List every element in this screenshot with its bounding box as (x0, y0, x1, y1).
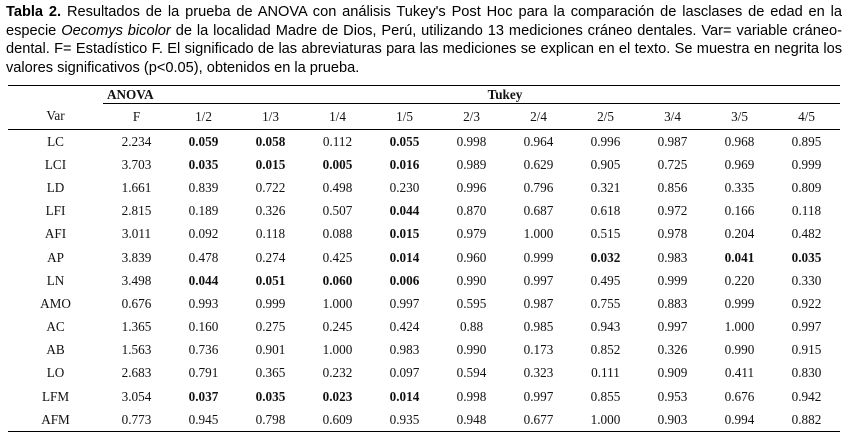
table-row (8, 200, 840, 223)
tukey-value-cell: 0.118 (255, 226, 286, 242)
row-var-cell: AMO (40, 295, 71, 311)
column-header-1-3: 1/3 (237, 104, 304, 130)
column-header-1-2: 1/2 (170, 104, 237, 130)
table-row (8, 269, 840, 292)
column-header-var: Var (46, 108, 65, 124)
f-value-cell: 3.054 (121, 388, 152, 404)
tukey-value-cell: 0.092 (188, 226, 219, 242)
row-var-cell: AB (46, 342, 65, 358)
f-value-cell: 3.498 (121, 272, 152, 288)
tukey-value-cell: 0.943 (590, 319, 621, 335)
tukey-value-cell: 0.839 (188, 179, 219, 195)
tukey-value-cell: 0.220 (724, 272, 755, 288)
tukey-value-cell: 0.882 (773, 408, 840, 432)
caption-text-2: de la localidad Madre de Dios, Perú, utilizando 13 mediciones cráneo dentales. Var= variable cráneo-dental. F= Estadístico F. El significado de las abreviaturas para las mediciones se explican en el texto. Se muestra en negrita los valores significativos (p<0.05), obtenidos en la prueba. (6, 22, 842, 76)
tukey-value-cell: 0.791 (188, 365, 219, 381)
tukey-value-cell: 0.425 (322, 249, 353, 265)
tukey-value-cell: 0.006 (389, 272, 420, 288)
tukey-value-cell: 0.482 (791, 226, 822, 242)
tukey-value-cell: 0.909 (657, 365, 688, 381)
tukey-value-cell: 0.629 (523, 156, 554, 172)
row-var-cell: LD (46, 179, 65, 195)
column-header-1-5: 1/5 (371, 104, 438, 130)
table-row (8, 292, 840, 315)
tukey-value-cell: 0.245 (322, 319, 353, 335)
row-var-cell: LFM (41, 388, 70, 404)
tukey-value-cell: 0.609 (304, 408, 371, 432)
tukey-value-cell: 0.999 (255, 295, 286, 311)
tukey-value-cell: 0.968 (706, 130, 773, 154)
tukey-value-cell: 0.969 (724, 156, 755, 172)
tukey-value-cell: 0.507 (322, 203, 353, 219)
tukey-value-cell: 0.618 (590, 203, 621, 219)
tukey-value-cell: 0.173 (523, 342, 554, 358)
f-value-cell: 1.661 (121, 179, 152, 195)
table-body (8, 130, 840, 432)
tukey-value-cell: 0.594 (456, 365, 487, 381)
tukey-value-cell: 0.035 (188, 156, 219, 172)
tukey-value-cell: 0.935 (371, 408, 438, 432)
tukey-value-cell: 0.999 (523, 249, 554, 265)
tukey-value-cell: 0.736 (188, 342, 219, 358)
tukey-value-cell: 0.365 (255, 365, 286, 381)
f-value-cell: 0.676 (121, 295, 152, 311)
tukey-value-cell: 0.058 (237, 130, 304, 154)
f-value-cell: 3.839 (121, 249, 152, 265)
tukey-value-cell: 1.000 (572, 408, 639, 432)
tukey-value-cell: 0.960 (456, 249, 487, 265)
tukey-value-cell: 0.993 (188, 295, 219, 311)
tukey-value-cell: 0.990 (724, 342, 755, 358)
tukey-value-cell: 0.111 (591, 365, 620, 381)
table-row (8, 339, 840, 362)
tukey-value-cell: 0.112 (304, 130, 371, 154)
tukey-value-cell: 0.051 (255, 272, 286, 288)
column-header-2-5: 2/5 (572, 104, 639, 130)
tukey-value-cell: 1.000 (523, 226, 554, 242)
tukey-value-cell: 0.997 (791, 319, 822, 335)
tukey-value-cell: 0.015 (389, 226, 420, 242)
f-value-cell: 2.815 (121, 203, 152, 219)
tukey-value-cell: 0.044 (389, 203, 420, 219)
tukey-value-cell: 0.515 (590, 226, 621, 242)
tukey-value-cell: 0.830 (791, 365, 822, 381)
tukey-value-cell: 0.755 (590, 295, 621, 311)
tukey-value-cell: 0.059 (170, 130, 237, 154)
tukey-value-cell: 0.999 (724, 295, 755, 311)
row-var-cell: LC (8, 130, 103, 154)
row-var-cell: LFI (45, 203, 66, 219)
tukey-value-cell: 0.852 (590, 342, 621, 358)
row-var-cell: LN (46, 272, 65, 288)
tukey-value-cell: 0.330 (791, 272, 822, 288)
tukey-value-cell: 0.922 (791, 295, 822, 311)
tukey-value-cell: 0.895 (773, 130, 840, 154)
column-header-3-5: 3/5 (706, 104, 773, 130)
table-row (8, 176, 840, 199)
f-value-cell: 1.563 (121, 342, 152, 358)
tukey-value-cell: 0.595 (456, 295, 487, 311)
row-var-cell: AC (46, 319, 65, 335)
tukey-value-cell: 0.997 (657, 319, 688, 335)
column-header-2-3: 2/3 (438, 104, 505, 130)
tukey-value-cell: 0.997 (523, 272, 554, 288)
tukey-value-cell: 0.323 (523, 365, 554, 381)
table-row (8, 223, 840, 246)
tukey-value-cell: 0.855 (590, 388, 621, 404)
tukey-value-cell: 0.88 (459, 319, 484, 335)
tukey-value-cell: 0.883 (657, 295, 688, 311)
tukey-value-cell: 0.953 (657, 388, 688, 404)
tukey-value-cell: 0.032 (590, 249, 621, 265)
anova-header: ANOVA (103, 86, 170, 104)
tukey-value-cell: 0.204 (724, 226, 755, 242)
table-caption (6, 3, 842, 77)
tukey-value-cell: 0.903 (639, 408, 706, 432)
tukey-value-cell: 0.979 (456, 226, 487, 242)
tukey-value-cell: 0.498 (322, 179, 353, 195)
row-var-cell: LO (46, 365, 65, 381)
tukey-value-cell: 0.166 (724, 203, 755, 219)
tukey-value-cell: 0.901 (255, 342, 286, 358)
tukey-value-cell: 0.230 (389, 179, 420, 195)
table-row (8, 362, 840, 385)
tukey-value-cell: 0.023 (322, 388, 353, 404)
tukey-value-cell: 0.326 (657, 342, 688, 358)
f-value-cell: 3.703 (121, 156, 152, 172)
tukey-value-cell: 0.005 (322, 156, 353, 172)
tukey-value-cell: 0.987 (639, 130, 706, 154)
tukey-value-cell: 0.990 (456, 272, 487, 288)
tukey-value-cell: 0.676 (724, 388, 755, 404)
tukey-value-cell: 0.035 (255, 388, 286, 404)
table-row (8, 316, 840, 339)
tukey-value-cell: 0.999 (657, 272, 688, 288)
f-value-cell: 0.773 (103, 408, 170, 432)
tukey-value-cell: 0.722 (255, 179, 286, 195)
tukey-value-cell: 0.978 (657, 226, 688, 242)
table-row (8, 385, 840, 408)
tukey-value-cell: 0.856 (657, 179, 688, 195)
tukey-header: Tukey (170, 86, 840, 104)
f-value-cell: 3.011 (121, 226, 152, 242)
tukey-value-cell: 0.189 (188, 203, 219, 219)
tukey-value-cell: 0.983 (657, 249, 688, 265)
tukey-value-cell: 0.796 (523, 179, 554, 195)
table-row (8, 130, 840, 154)
column-header-1-4: 1/4 (304, 104, 371, 130)
tukey-value-cell: 0.014 (389, 249, 420, 265)
caption-label: Tabla 2. (6, 4, 62, 20)
tukey-value-cell: 1.000 (322, 295, 353, 311)
tukey-value-cell: 0.996 (456, 179, 487, 195)
caption-species: Oecomys bicolor (61, 22, 171, 39)
tukey-value-cell: 0.041 (724, 249, 755, 265)
tukey-value-cell: 0.998 (438, 130, 505, 154)
f-value-cell: 1.365 (121, 319, 152, 335)
tukey-value-cell: 0.915 (791, 342, 822, 358)
column-header-3-4: 3/4 (639, 104, 706, 130)
tukey-value-cell: 0.990 (456, 342, 487, 358)
tukey-value-cell: 0.274 (255, 249, 286, 265)
column-header-row (8, 104, 840, 130)
tukey-value-cell: 0.088 (322, 226, 353, 242)
tukey-value-cell: 0.097 (389, 365, 420, 381)
tukey-value-cell: 0.014 (389, 388, 420, 404)
tukey-value-cell: 0.809 (791, 179, 822, 195)
tukey-value-cell: 0.326 (255, 203, 286, 219)
table-row (8, 246, 840, 269)
tukey-value-cell: 0.997 (523, 388, 554, 404)
row-var-cell: AFI (44, 226, 67, 242)
tukey-value-cell: 0.945 (170, 408, 237, 432)
tukey-value-cell: 0.160 (188, 319, 219, 335)
tukey-value-cell: 0.275 (255, 319, 286, 335)
tukey-value-cell: 0.905 (590, 156, 621, 172)
tukey-value-cell: 0.055 (371, 130, 438, 154)
column-header-4-5: 4/5 (773, 104, 840, 130)
column-header-2-4: 2/4 (505, 104, 572, 130)
tukey-value-cell: 0.725 (657, 156, 688, 172)
tukey-value-cell: 0.232 (322, 365, 353, 381)
tukey-value-cell: 0.964 (505, 130, 572, 154)
row-var-cell: AFM (8, 408, 103, 432)
tukey-value-cell: 0.985 (523, 319, 554, 335)
tukey-value-cell: 0.035 (791, 249, 822, 265)
tukey-value-cell: 0.870 (456, 203, 487, 219)
tukey-value-cell: 0.999 (791, 156, 822, 172)
tukey-value-cell: 0.948 (438, 408, 505, 432)
tukey-value-cell: 0.321 (590, 179, 621, 195)
tukey-value-cell: 0.687 (523, 203, 554, 219)
caption-text-1: Resultados de la prueba de ANOVA con análisis Tukey's Post Hoc para la comparación de lasclases de edad en la especie (6, 4, 842, 39)
tukey-value-cell: 0.942 (791, 388, 822, 404)
tukey-value-cell: 0.972 (657, 203, 688, 219)
results-table (8, 85, 840, 432)
tukey-value-cell: 0.118 (791, 203, 822, 219)
tukey-value-cell: 0.989 (456, 156, 487, 172)
tukey-value-cell: 0.798 (237, 408, 304, 432)
tukey-value-cell: 0.411 (724, 365, 755, 381)
tukey-value-cell: 0.060 (322, 272, 353, 288)
tukey-value-cell: 0.424 (389, 319, 420, 335)
tukey-value-cell: 0.015 (255, 156, 286, 172)
tukey-value-cell: 1.000 (322, 342, 353, 358)
group-header-row (8, 86, 840, 104)
tukey-value-cell: 0.987 (523, 295, 554, 311)
tukey-value-cell: 0.996 (572, 130, 639, 154)
tukey-value-cell: 1.000 (724, 319, 755, 335)
tukey-value-cell: 0.478 (188, 249, 219, 265)
tukey-value-cell: 0.994 (706, 408, 773, 432)
table-row (8, 153, 840, 176)
tukey-value-cell: 0.016 (389, 156, 420, 172)
row-var-cell: LCI (44, 156, 67, 172)
tukey-value-cell: 0.495 (590, 272, 621, 288)
group-header-empty (8, 86, 103, 104)
column-header-f: F (103, 104, 170, 130)
tukey-value-cell: 0.998 (456, 388, 487, 404)
tukey-value-cell: 0.044 (188, 272, 219, 288)
tukey-value-cell: 0.677 (505, 408, 572, 432)
tukey-value-cell: 0.983 (389, 342, 420, 358)
tukey-value-cell: 0.037 (188, 388, 219, 404)
row-var-cell: AP (47, 249, 64, 265)
f-value-cell: 2.683 (121, 365, 152, 381)
tukey-value-cell: 0.335 (724, 179, 755, 195)
tukey-value-cell: 0.997 (389, 295, 420, 311)
f-value-cell: 2.234 (103, 130, 170, 154)
table-row (8, 408, 840, 432)
